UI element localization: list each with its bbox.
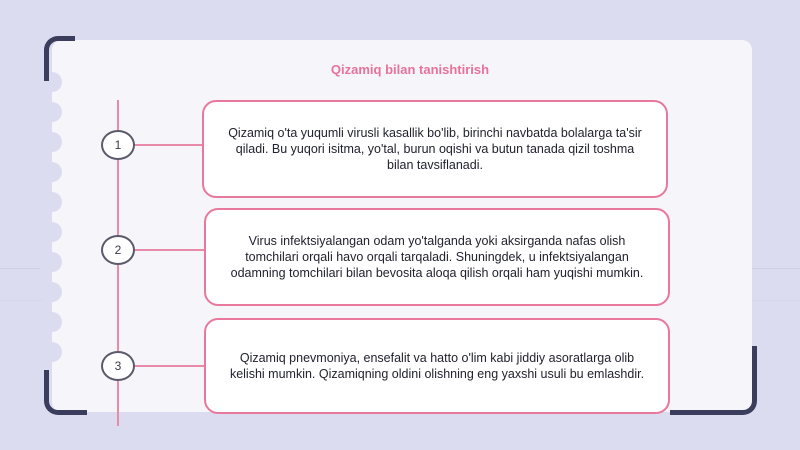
step-text: Virus infektsiyalangan odam yo'talganda yoki aksirganda nafas olish tomchilari orqali havo orqali tarqaladi. Shuningdek, u infektsiyalangan odamning tomchilari bilan bevosita aloqa qilish orqali ham yuqishi mumkin. [230,234,644,280]
step-text: Qizamiq o'ta yuqumli virusli kasallik bo'lib, birinchi navbatda bolalarga ta'sir qiladi. Bu yuqori isitma, yo'tal, burun oqishi va butun tanada qizil toshma bilan tavsiflanadi. [228,126,642,172]
binder-hole [38,102,62,122]
step-text: Qizamiq pnevmoniya, ensefalit va hatto o'lim kabi jiddiy asoratlarga olib kelishi mumkin. Qizamiqning oldini olishning eng yaxshi usuli bu emlashdir. [229,351,645,381]
step-connector [134,144,204,146]
step-connector [134,365,204,367]
frame-corner-bottom-left [44,370,87,415]
step-number-badge: 1 [101,130,135,160]
binder-hole [38,282,62,302]
step-connector [134,249,206,251]
binder-hole [38,192,62,212]
binder-hole [38,342,62,362]
step-number-badge: 2 [101,235,135,265]
step-card [202,100,668,198]
binder-holes [38,72,62,392]
binder-hole [38,132,62,152]
step-card [204,208,670,306]
binder-hole [38,312,62,332]
step-number-badge: 3 [101,351,135,381]
binder-hole [38,222,62,242]
frame-corner-bottom-right [670,346,757,415]
binder-hole [38,252,62,272]
step-card [204,318,670,414]
binder-hole [38,162,62,182]
slide-title: Qizamiq bilan tanishtirish [330,62,490,77]
